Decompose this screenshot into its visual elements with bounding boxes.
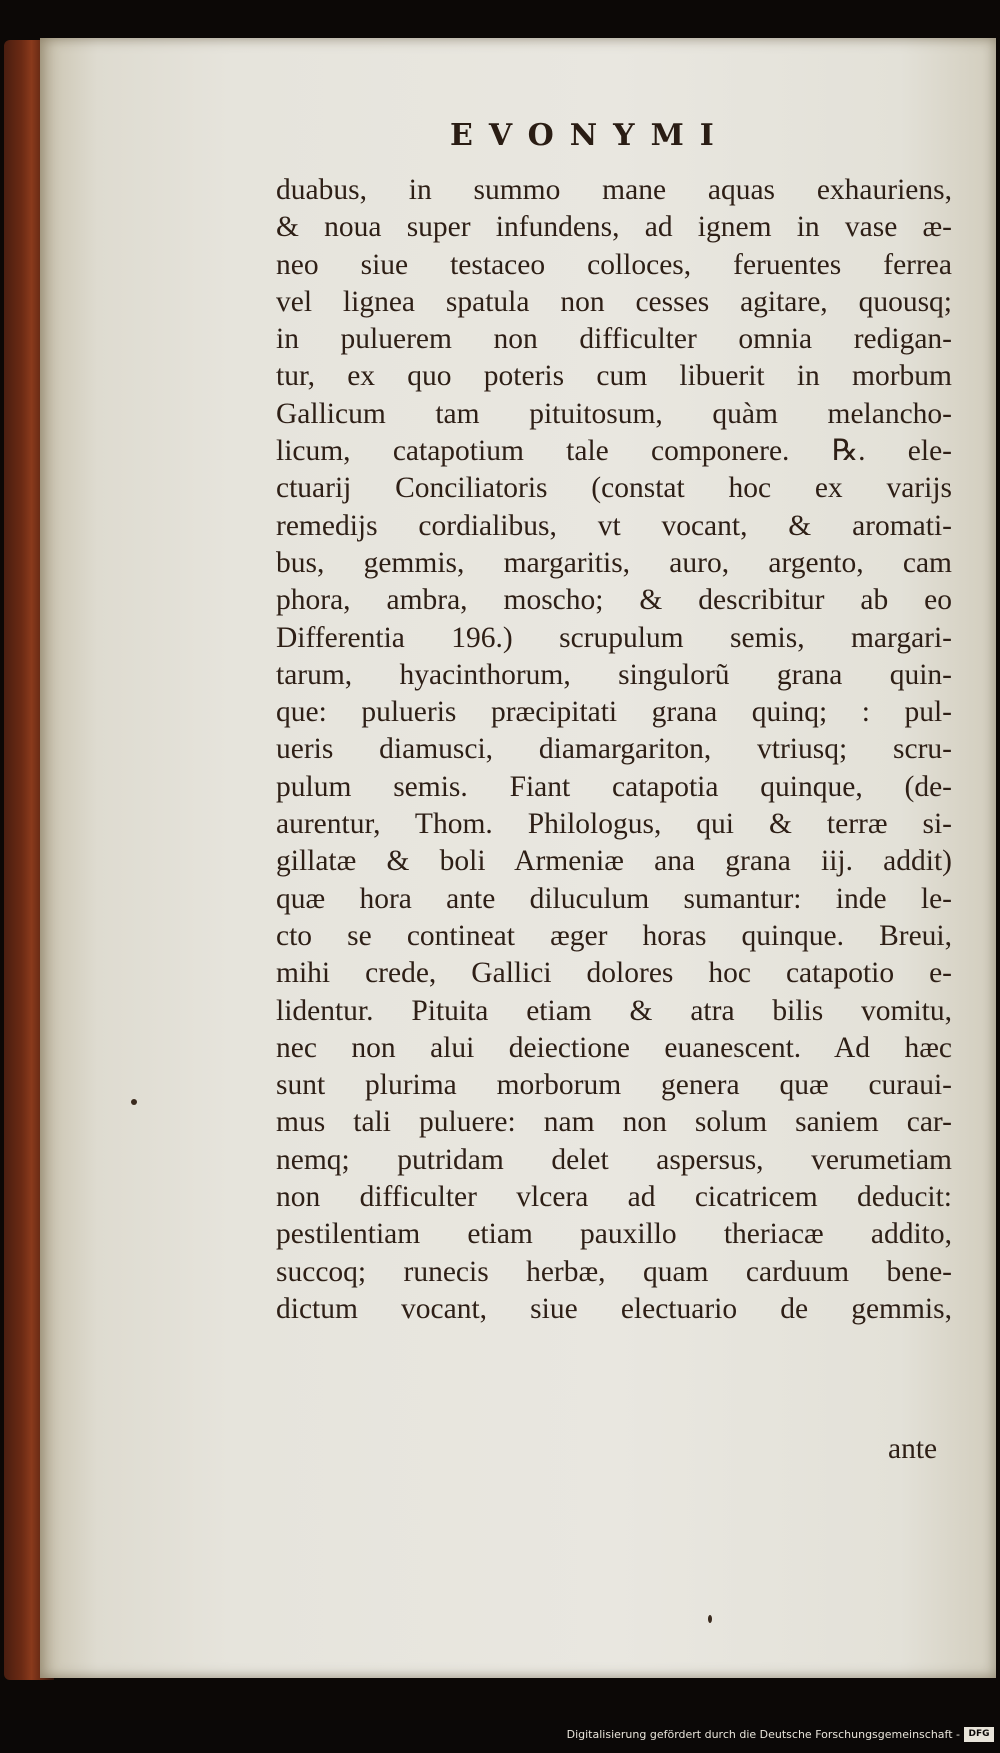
running-head: EVONYMI xyxy=(450,118,730,153)
text-line: phora, ambra, moscho; & describitur ab eo xyxy=(276,584,952,617)
text-line: succoq; runecis herbæ, quam carduum bene- xyxy=(276,1255,952,1288)
body-text xyxy=(276,172,952,1328)
text-line: bus, gemmis, margaritis, auro, argento, cam xyxy=(276,546,952,579)
text-line: Differentia 196.) scrupulum semis, margari- xyxy=(276,621,952,654)
text-line: mus tali puluere: nam non solum saniem car- xyxy=(276,1106,952,1139)
text-line: sunt plurima morborum genera quæ curaui- xyxy=(276,1069,952,1102)
text-line: & noua super infundens, ad ignem in vase æ- xyxy=(276,211,952,244)
ink-speck xyxy=(708,1615,712,1623)
text-line: licum, catapotium tale componere. ℞. ele- xyxy=(276,435,952,468)
text-line: ueris diamusci, diamargariton, vtriusq; scru- xyxy=(276,733,952,766)
dfg-logo: DFG xyxy=(964,1727,994,1742)
text-line: tarum, hyacinthorum, singulorũ grana quin- xyxy=(276,658,952,691)
text-line: neo siue testaceo colloces, feruentes ferrea xyxy=(276,248,952,281)
text-line: que: pulueris præcipitati grana quinq; : pul- xyxy=(276,696,952,729)
text-line: Gallicum tam pituitosum, quàm melancho- xyxy=(276,397,952,430)
text-line: mihi crede, Gallici dolores hoc catapotio e- xyxy=(276,957,952,990)
text-line: lidentur. Pituita etiam & atra bilis vomitu, xyxy=(276,994,952,1027)
text-line: remedijs cordialibus, vt vocant, & aromati- xyxy=(276,509,952,542)
text-line: in puluerem non difficulter omnia redigan- xyxy=(276,323,952,356)
catchword: ante xyxy=(888,1433,938,1465)
text-line: nec non alui deiectione euanescent. Ad hæc xyxy=(276,1031,952,1064)
text-line: pulum semis. Fiant catapotia quinque, (de- xyxy=(276,770,952,803)
text-line: tur, ex quo poteris cum libuerit in morbum xyxy=(276,360,952,393)
text-line: dictum vocant, siue electuario de gemmis, xyxy=(276,1292,952,1325)
ink-speck xyxy=(131,1099,137,1105)
text-line: aurentur, Thom. Philologus, qui & terræ si- xyxy=(276,808,952,841)
digitization-credit: Digitalisierung gefördert durch die Deutsche Forschungsgemeinschaft - xyxy=(566,1728,960,1741)
text-line: quæ hora ante diluculum sumantur: inde le- xyxy=(276,882,952,915)
text-line: pestilentiam etiam pauxillo theriacæ addito, xyxy=(276,1218,952,1251)
text-line: duabus, in summo mane aquas exhauriens, xyxy=(276,174,952,206)
text-line: ctuarij Conciliatoris (constat hoc ex varijs xyxy=(276,472,952,505)
text-line: cto se contineat æger horas quinque. Breui, xyxy=(276,919,952,952)
text-line: nemq; putridam delet aspersus, verumetiam xyxy=(276,1143,952,1176)
text-line: vel lignea spatula non cesses agitare, quousq; xyxy=(276,285,952,318)
text-line: gillatæ & boli Armeniæ ana grana iij. addit) xyxy=(276,845,952,878)
text-line: non difficulter vlcera ad cicatricem deducit: xyxy=(276,1181,952,1214)
